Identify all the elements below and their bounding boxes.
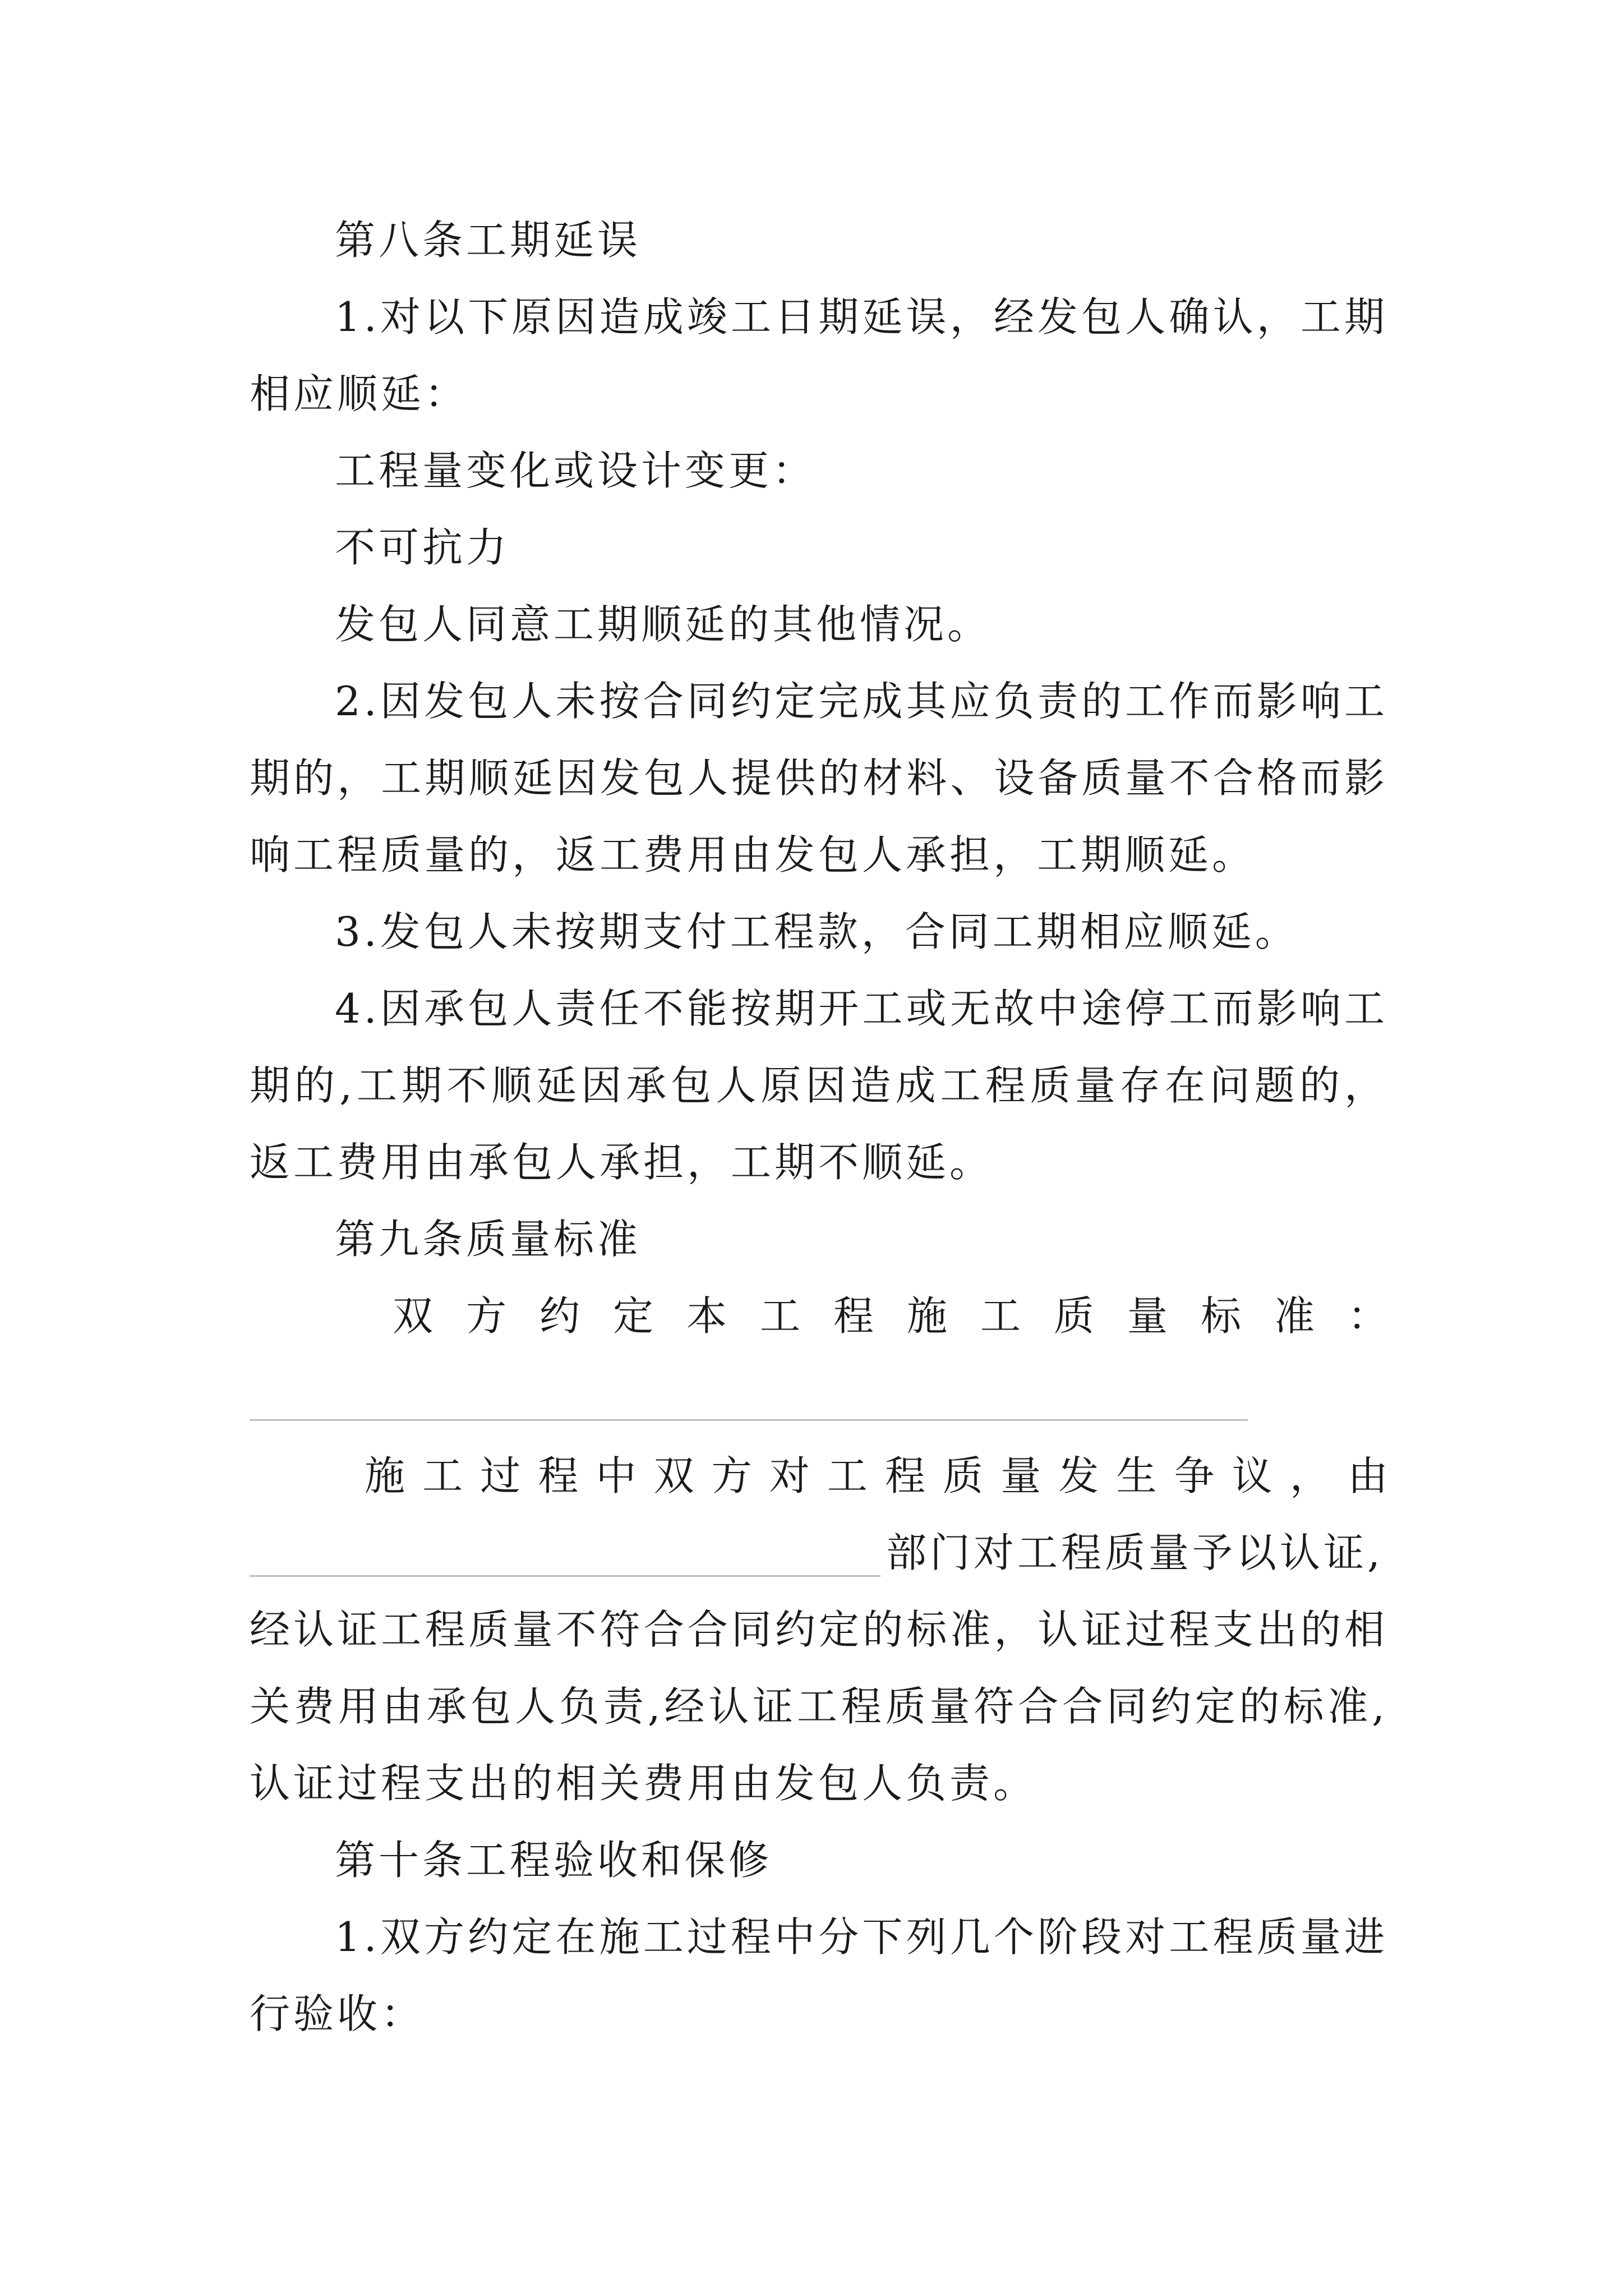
article-10-heading: 第十条工程验收和保修 xyxy=(335,1837,773,1884)
article-8-paragraph-1: 1.对以下原因造成竣工日期延误，经发包人确认，工期相应顺延： xyxy=(250,293,1388,417)
article-9-dispute-line-2: 部门对工程质量予以认证, xyxy=(886,1529,1384,1576)
article-8-item-a: 工程量变化或设计变更： xyxy=(335,447,817,494)
article-9-dispute-rest: 经认证工程质量不符合合同约定的标准，认证过程支出的相关费用由承包人负责,经认证工程质量符合合同约定的标准,认证过程支出的相关费用由发包人负责。 xyxy=(250,1606,1388,1807)
article-9-standard-line: 双方约定本工程施工质量标准： xyxy=(393,1292,1388,1340)
article-8-item-b: 不可抗力 xyxy=(335,524,510,571)
article-10-paragraph-1: 1.双方约定在施工过程中分下列几个阶段对工程质量进行验收： xyxy=(250,1913,1388,2037)
article-8-paragraph-3: 3.发包人未按期支付工程款，合同工期相应顺延。 xyxy=(335,908,1299,955)
article-8-heading: 第八条工期延误 xyxy=(335,217,642,264)
article-8-paragraph-2: 2.因发包人未按合同约定完成其应负责的工作而影响工期的，工期顺延因发包人提供的材料、设备质量不合格而影响工程质量的，返工费用由发包人承担，工期顺延。 xyxy=(250,678,1388,878)
article-8-item-c: 发包人同意工期顺延的其他情况。 xyxy=(335,601,992,648)
standard-blank-line xyxy=(250,1419,1248,1421)
certification-department-blank xyxy=(250,1575,880,1577)
article-9-heading: 第九条质量标准 xyxy=(335,1216,642,1263)
article-9-dispute-line-1: 施工过程中双方对工程质量发生争议，由 xyxy=(365,1452,1388,1499)
article-8-paragraph-4: 4.因承包人责任不能按期开工或无故中途停工而影响工期的,工期不顺延因承包人原因造成工程质量存在问题的，返工费用由承包人承担，工期不顺延。 xyxy=(250,985,1388,1186)
